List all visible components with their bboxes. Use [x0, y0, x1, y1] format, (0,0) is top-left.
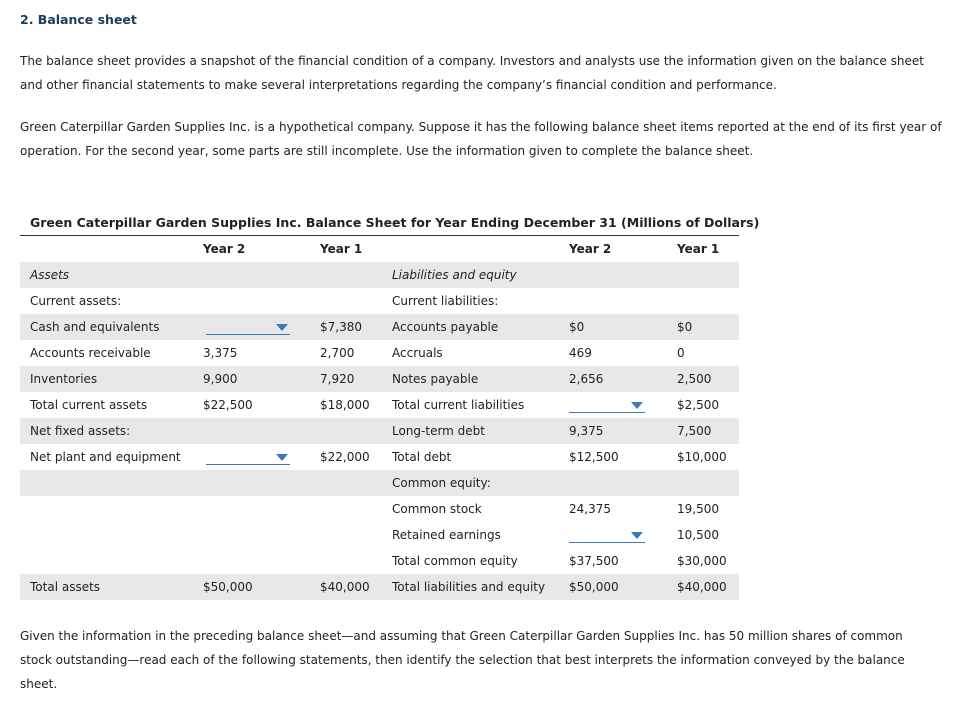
dropdown-arrow-icon	[631, 532, 643, 539]
cash-year1-value: $7,380	[310, 314, 382, 340]
row-label-right: Accruals	[392, 346, 443, 360]
row-label-left: Net fixed assets:	[20, 418, 193, 444]
question-paragraph: Given the information in the preceding balance sheet—and assuming that Green Caterpillar Garden Supplies Inc. has 50 million shares of common stock outstanding—read each of the following statements, then identify the selection that best interprets the information conveyed by the balance sheet.	[20, 629, 905, 691]
col-header-assets-year2: Year 2	[203, 242, 246, 256]
table-row: Net plant and equipment $22,000 Total debt $12,500 $10,000	[20, 444, 739, 470]
row-label-right: Common equity:	[382, 470, 559, 496]
table-row: Total current assets $22,500 $18,000 Total current liabilities $2,500	[20, 392, 739, 418]
table-row	[20, 288, 739, 314]
row-label-right: Liabilities and equity	[382, 262, 559, 288]
row-label-left: Current assets:	[30, 294, 122, 308]
row-label-left: Assets	[20, 262, 193, 288]
row-label-left: Inventories	[20, 366, 193, 392]
dropdown-arrow-icon	[276, 324, 288, 331]
row-label-right: Total common equity	[392, 554, 518, 568]
total-current-liabilities-year2-dropdown[interactable]	[569, 398, 645, 413]
table-row: Net fixed assets: Long-term debt 9,375 7,500	[20, 418, 739, 444]
table-row: Total common equity $37,500 $30,000	[20, 548, 739, 574]
cash-year2-dropdown[interactable]	[206, 320, 290, 335]
row-label-right: Total current liabilities	[392, 398, 525, 412]
table-row	[20, 262, 739, 288]
row-label-right: Total liabilities and equity	[382, 574, 559, 600]
dropdown-arrow-icon	[276, 454, 288, 461]
row-label-right: Current liabilities:	[392, 294, 499, 308]
row-label-left: Total assets	[20, 574, 193, 600]
row-label-left	[20, 548, 193, 574]
table-row: Total assets $50,000 $40,000 Total liabilities and equity $50,000 $40,000	[20, 574, 739, 600]
row-label-right: Common stock	[392, 502, 482, 516]
row-label-left: Cash and equivalents	[20, 314, 193, 340]
header-row	[20, 236, 739, 262]
col-header-liab-year2: Year 2	[569, 242, 612, 256]
row-label-left: Total current assets	[30, 398, 148, 412]
row-label-left	[20, 496, 193, 522]
row-label-left	[20, 522, 193, 548]
row-label-right: Total debt	[392, 450, 452, 464]
balance-sheet-table	[20, 236, 739, 600]
balance-sheet-title: Green Caterpillar Garden Supplies Inc. Balance Sheet for Year Ending December 31 (Millions of Dollars)	[30, 215, 760, 230]
col-header-assets-year1: Year 1	[320, 242, 363, 256]
table-row: Common stock 24,375 19,500	[20, 496, 739, 522]
row-label-right: Notes payable	[382, 366, 559, 392]
row-label-left	[20, 470, 193, 496]
intro-paragraph-1: The balance sheet provides a snapshot of the financial condition of a company. Investors and analysts use the information given on the balance sheet and other financial statements to make several interpretations regarding the company’s financial condition and performance.	[20, 54, 924, 92]
retained-earnings-year2-dropdown[interactable]	[569, 528, 645, 543]
table-row: Inventories 9,900 7,920 Notes payable 2,656 2,500	[20, 366, 739, 392]
row-label-right: Accounts payable	[382, 314, 559, 340]
table-row: Retained earnings 10,500	[20, 522, 739, 548]
row-label-left: Net plant and equipment	[30, 450, 181, 464]
table-row	[20, 470, 739, 496]
row-label-left: Accounts receivable	[30, 346, 151, 360]
intro-paragraph-2: Green Caterpillar Garden Supplies Inc. is a hypothetical company. Suppose it has the following balance sheet items reported at the end of its first year of operation. For the second year, some parts are still incomplete. Use the information given to complete the balance sheet.	[20, 120, 942, 158]
section-heading: 2. Balance sheet	[20, 12, 137, 27]
row-label-right: Retained earnings	[392, 528, 501, 542]
net-plant-year2-dropdown[interactable]	[206, 450, 290, 465]
table-row: Cash and equivalents $7,380 Accounts payable $0 $0	[20, 314, 739, 340]
dropdown-arrow-icon	[631, 402, 643, 409]
row-label-right: Long-term debt	[382, 418, 559, 444]
table-row: Accounts receivable 3,375 2,700 Accruals 469 0	[20, 340, 739, 366]
col-header-liab-year1: Year 1	[677, 242, 720, 256]
